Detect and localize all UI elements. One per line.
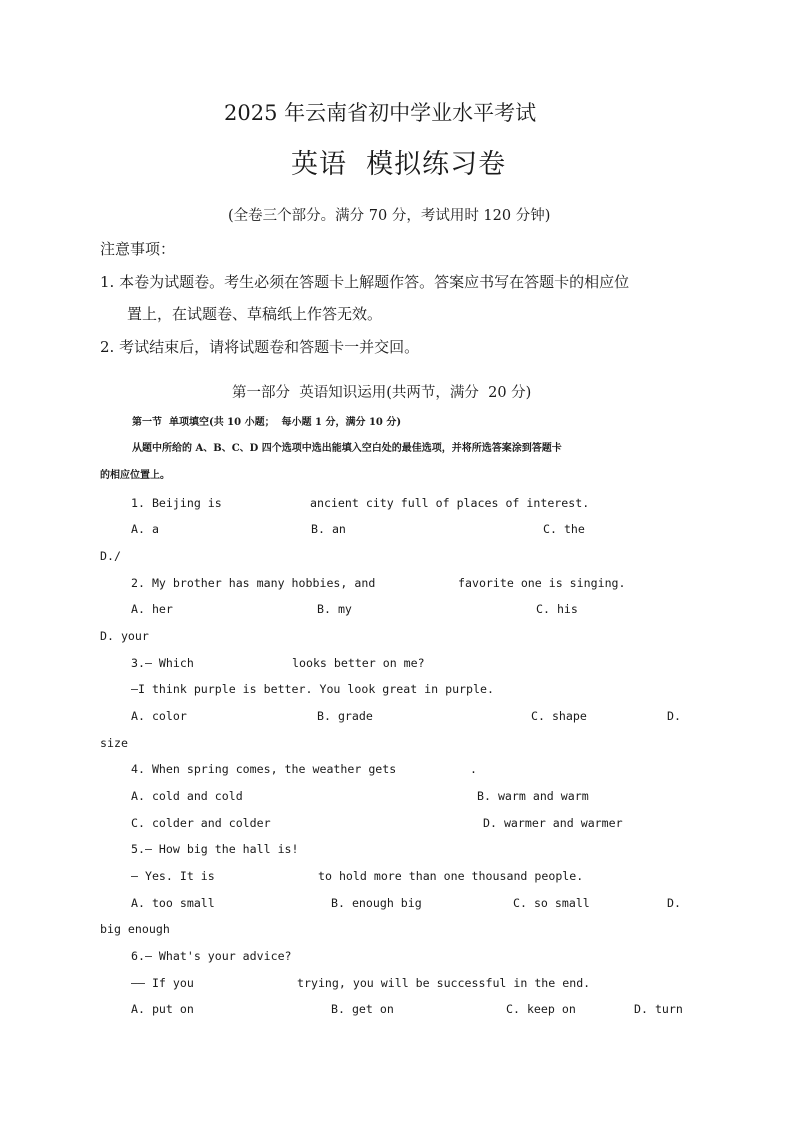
q2-stem-start: 2. My brother has many hobbies, and [131,576,376,590]
q1-stem-end: ancient city full of places of interest. [310,496,590,510]
exam-info: (全卷三个部分。满分 70 分，考试用时 120 分钟) [228,208,551,224]
q1-option-a: A. a [131,522,159,536]
q2-option-c: C. his [536,602,578,616]
q5-stem: 5.— How big the hall is! [131,842,299,856]
note-item-1: 1. 本卷为试题卷。考生必须在答题卡上解题作答。答案应书写在答题卡的相应位 [100,273,630,291]
q1-option-c: C. the [543,522,585,536]
q6-option-a: A. put on [131,1002,194,1016]
q1-option-b: B. an [311,522,346,536]
q5-option-d-text: big enough [100,922,170,936]
note-item-1-cont: 置上，在试题卷、草稿纸上作答无效。 [127,305,383,323]
q3-option-c: C. shape [531,709,587,723]
q3-option-a: A. color [131,709,187,723]
exam-subtitle: 英语 模拟练习卷 [291,149,507,180]
part1-heading: 第一部分 英语知识运用(共两节，满分 20 分) [232,385,532,401]
notes-heading: 注意事项： [100,240,176,258]
section1-heading: 第一节 单项填空(共 10 小题； 每小题 1 分，满分 10 分) [132,417,402,428]
q5-option-b: B. enough big [331,896,422,910]
q5-reply-end: to hold more than one thousand people. [318,869,584,883]
q3-option-d-text: size [100,736,128,750]
q3-stem-start: 3.— Which [131,656,194,670]
q4-stem-end: . [470,762,477,776]
q5-reply-start: — Yes. It is [131,869,215,883]
q6-stem: 6.— What's your advice? [131,949,292,963]
q5-option-a: A. too small [131,896,215,910]
q2-option-a: A. her [131,602,173,616]
exam-title: 2025 年云南省初中学业水平考试 [224,101,537,125]
q3-option-b: B. grade [317,709,373,723]
q3-reply: —I think purple is better. You look great in purple. [131,682,494,696]
q2-option-d: D. your [100,629,149,643]
q4-option-c: C. colder and colder [131,816,271,830]
q4-option-d: D. warmer and warmer [483,816,623,830]
section1-instruction: 从题中所给的 A、B、C、D 四个选项中选出能填入空白处的最佳选项，并将所选答案涂到答题卡 [132,443,562,454]
q1-stem-start: 1. Beijing is [131,496,222,510]
q3-stem-end: looks better on me? [292,656,425,670]
q4-stem-start: 4. When spring comes, the weather gets [131,762,397,776]
q6-option-d: D. turn [634,1002,683,1016]
q3-option-d-label: D. [667,709,681,723]
q4-option-a: A. cold and cold [131,789,243,803]
q1-option-d: D./ [100,549,121,563]
q6-reply-end: trying, you will be successful in the end. [297,976,591,990]
q2-stem-end: favorite one is singing. [458,576,626,590]
q6-option-c: C. keep on [506,1002,576,1016]
q6-reply-start: —— If you [131,976,194,990]
note-item-2: 2. 考试结束后，请将试题卷和答题卡一并交回。 [100,338,420,356]
q4-option-b: B. warm and warm [477,789,589,803]
q5-option-c: C. so small [513,896,590,910]
q6-option-b: B. get on [331,1002,394,1016]
q5-option-d-label: D. [667,896,681,910]
q2-option-b: B. my [317,602,352,616]
section1-instruction-cont: 的相应位置上。 [100,470,170,481]
